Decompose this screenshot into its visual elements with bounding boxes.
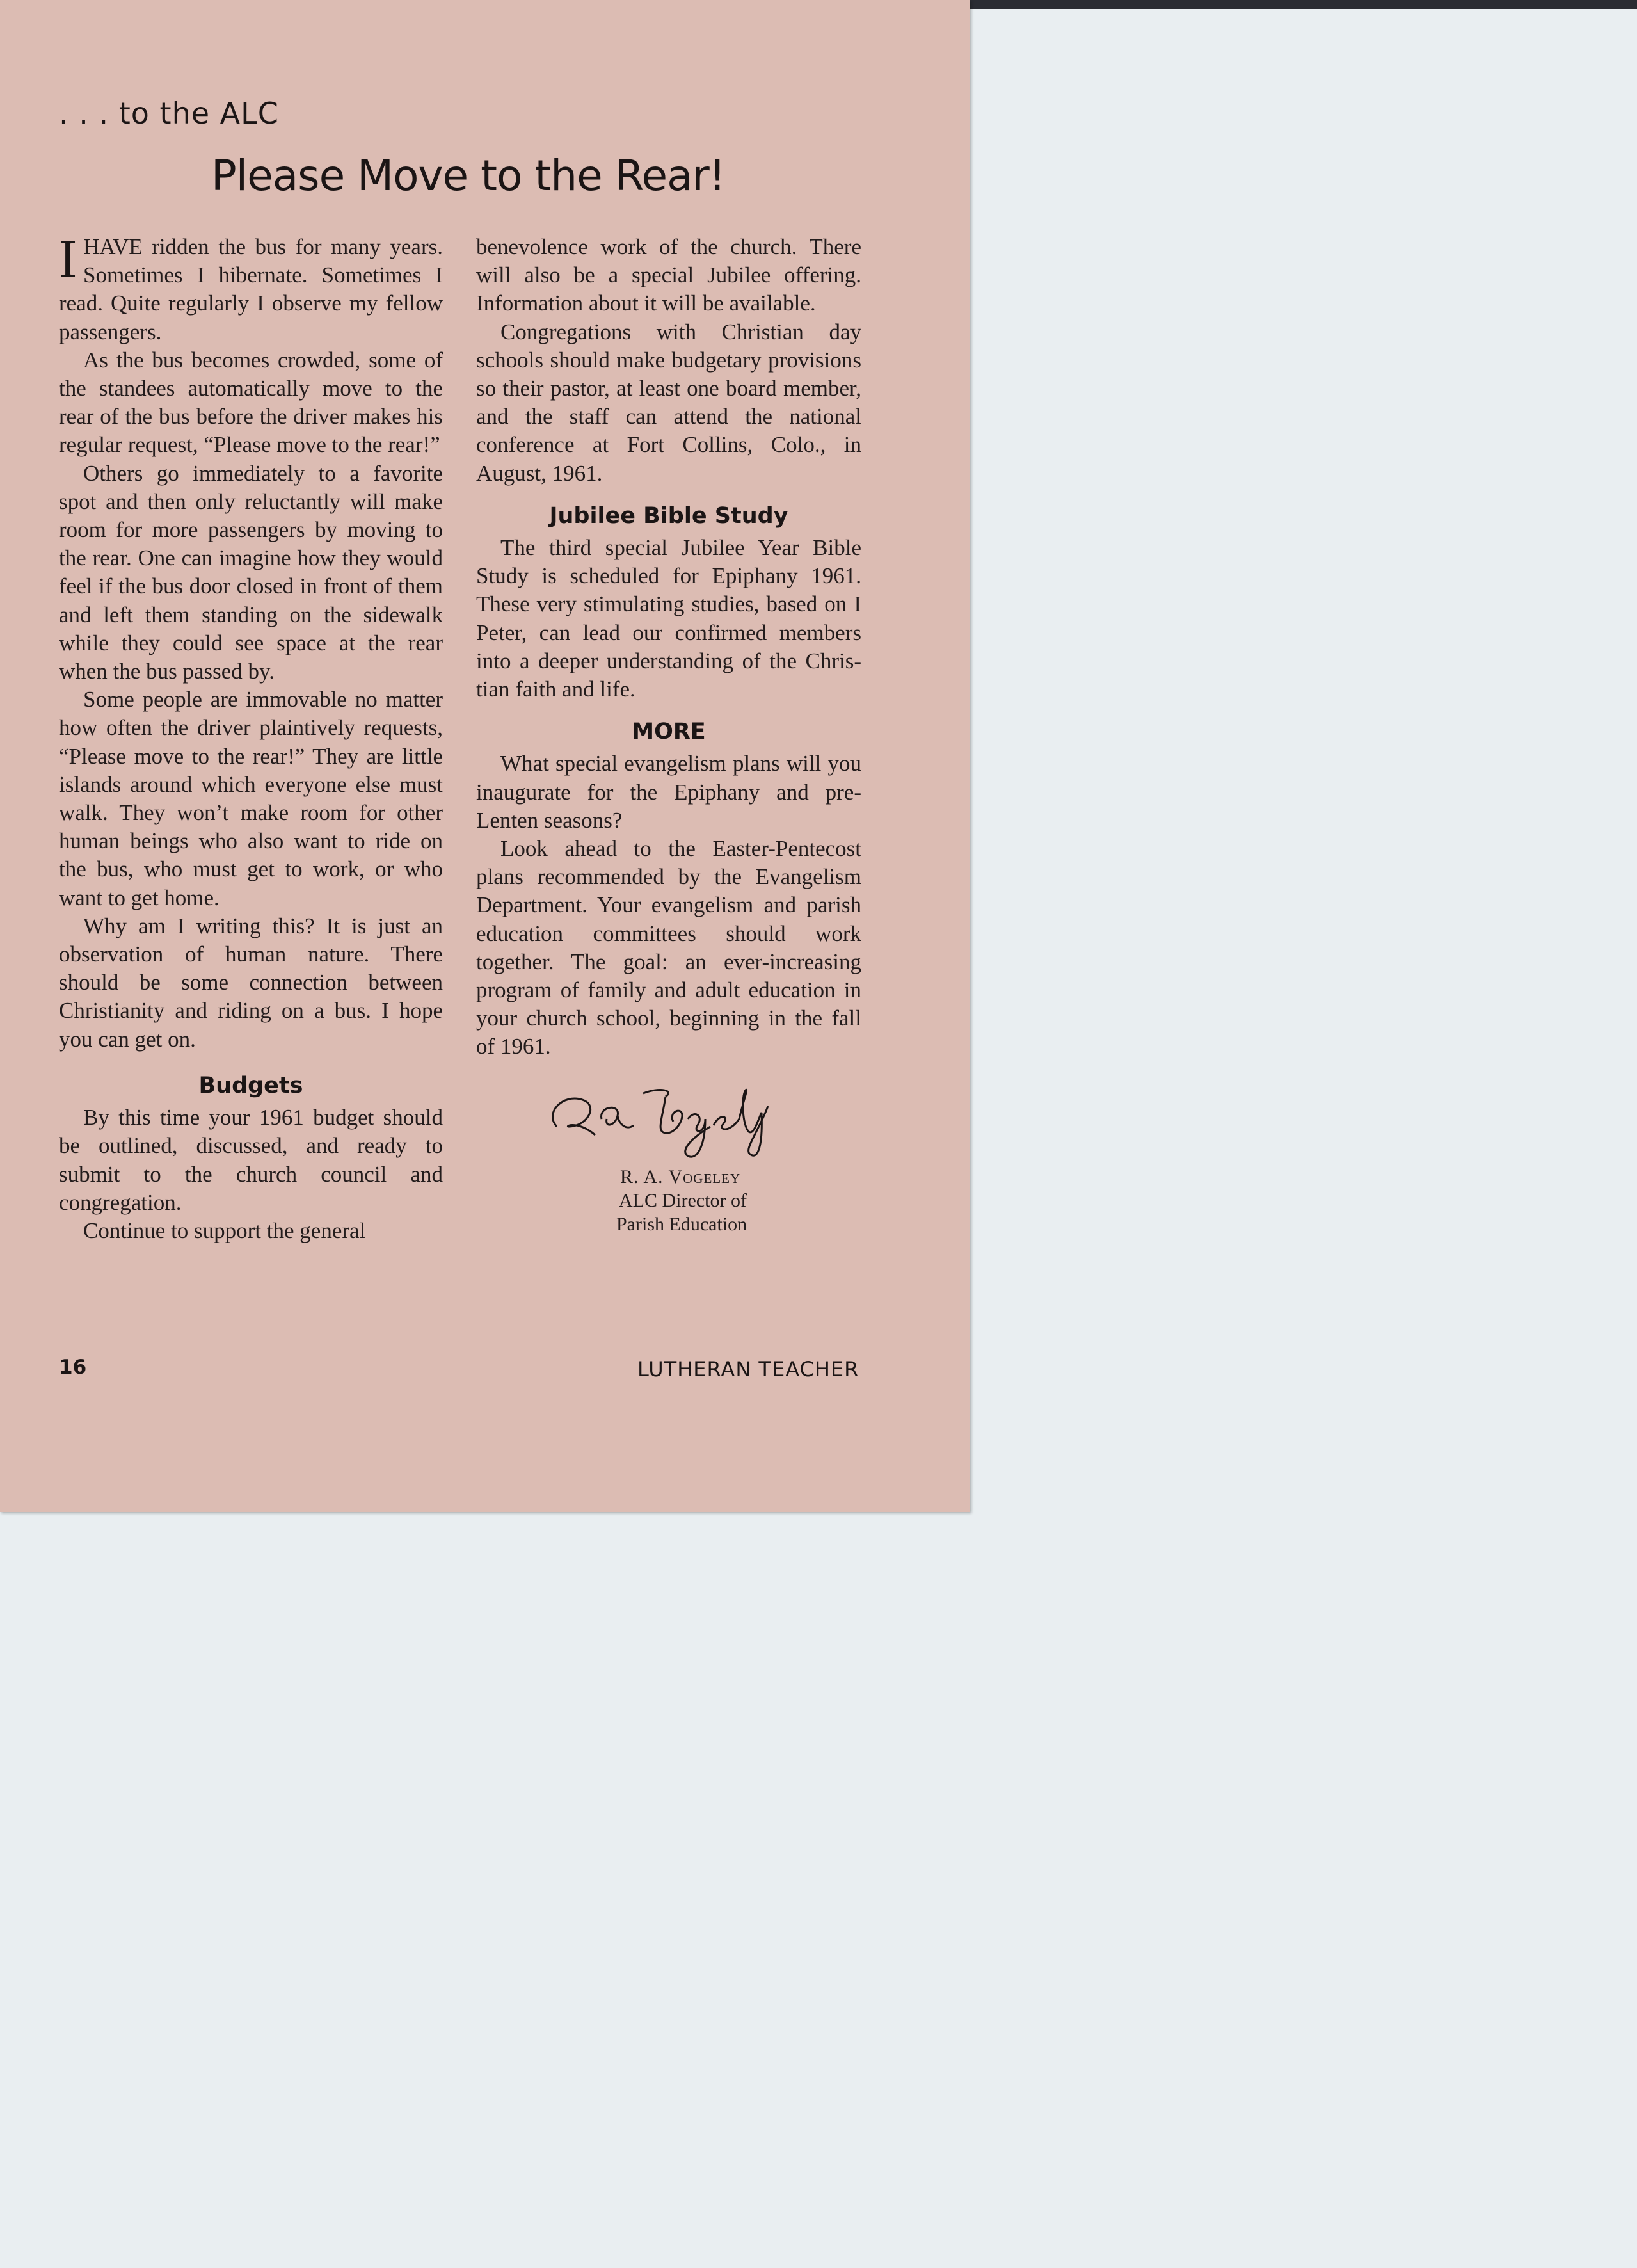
paragraph: Some people are immovable no matter how often the driver plaintively requests, “Please move to the rear!” They are little islands around which everyone else must walk. They won’t make room for other human beings who also want to ride on the bus, who must get to work, or who want to get home. — [59, 687, 443, 910]
paragraph — [59, 229, 443, 346]
paragraph-text: HAVE ridden the bus for many years. Sometimes I hibernate. Sometimes I read. Quite regularly I observe my fellow passengers. — [59, 234, 443, 344]
paragraph: The third special Jubilee Year Bible Study is scheduled for Epiphany 1961. These very stimulating studies, based on I Peter, can lead our confirmed members into a deeper understanding of the Christian faith and life. — [476, 535, 861, 702]
paragraph: benevolence work of the church. There will also be a special Jubilee offering. Information about it will be available. — [476, 234, 861, 316]
article-title: Please Move to the Rear! — [211, 151, 726, 200]
author-name: R. A. Vogeley — [620, 1166, 741, 1187]
paragraph: Others go immediately to a favorite spot and then only reluctantly will make room for more passengers by moving to the rear. One can imagine how they would feel if the bus door closed in front of them and left them standing on the sidewalk while they could see space at the rear when the bus passed by. — [59, 460, 443, 684]
heading-jubilee-bible-study: Jubilee Bible Study — [549, 503, 788, 529]
paragraph: Why am I writing this? It is just an observation of human nature. There should be some connection between Christianity and riding on a bus. I hope you can get on. — [59, 913, 443, 1052]
heading-more: MORE — [632, 719, 706, 745]
publication-name: LUTHERAN TEACHER — [637, 1357, 859, 1381]
heading-budgets: Budgets — [198, 1072, 303, 1098]
handwritten-signature — [538, 1074, 832, 1164]
paragraph: Continue to support the general — [83, 1218, 366, 1243]
drop-cap: I — [59, 229, 77, 289]
paragraph: Look ahead to the Easter-Pentecost plans recommended by the Evangelism Department. Your evangelism and parish education committees should work together. The goal: an ever-increasing program of family and adult education in your church school, beginning in the fall of 1961. — [476, 836, 861, 1059]
page-number: 16 — [59, 1356, 87, 1379]
column-right — [476, 233, 861, 1236]
scanner-edge — [966, 0, 1637, 9]
author-title-line2: Parish Education — [616, 1213, 747, 1235]
paragraph: As the bus becomes crowded, some of the standees automatically move to the rear of the bus before the driver makes his regular request, “Please move to the rear!” — [59, 347, 443, 458]
paragraph: By this time your 1961 budget should be outlined, discussed, and ready to submit to the church council and congregation. — [59, 1105, 443, 1215]
signature-block — [616, 1165, 861, 1236]
column-left — [59, 229, 443, 1245]
section-kicker: . . . to the ALC — [59, 96, 279, 131]
paragraph: Congregations with Christian day schools should make budgetary provisions so their pastor, at least one board member, and the staff can attend the national conference at Fort Collins, Colo., in August, 1961. — [476, 319, 861, 486]
paragraph: What special evangelism plans will you inaugurate for the Epiphany and pre-Lenten seasons? — [476, 751, 861, 833]
magazine-page — [0, 0, 970, 1512]
author-title-line1: ALC Director of — [619, 1189, 747, 1211]
